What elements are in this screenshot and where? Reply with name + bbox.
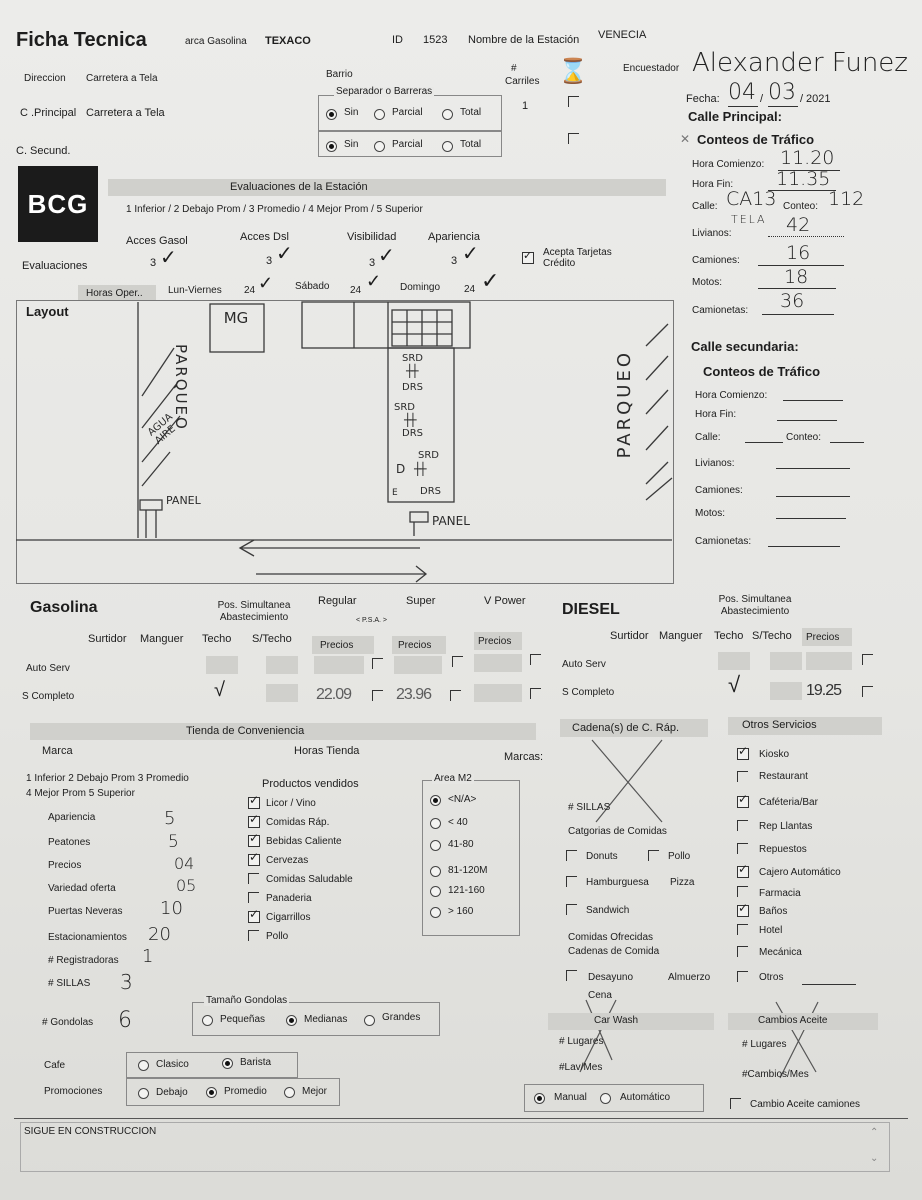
- id-value[interactable]: 1523: [423, 34, 448, 46]
- eval-dsl-value[interactable]: 3: [266, 255, 273, 267]
- tamano-label: Tamaño Gondolas: [206, 995, 288, 1006]
- diesel-title: DIESEL: [562, 601, 620, 618]
- fecha-day[interactable]: 04: [728, 80, 756, 105]
- fecha-label: Fecha:: [686, 93, 720, 105]
- sketch-pump-icon-1: ┼┼: [406, 364, 417, 378]
- calle-value[interactable]: CA13: [726, 188, 777, 210]
- otros-banos-label: Baños: [759, 906, 788, 917]
- cadena-sandwich-label: Sandwich: [586, 905, 630, 916]
- producto-comidas-check-icon: ✓: [249, 812, 260, 826]
- conteos-x-mark: ✕: [680, 132, 691, 146]
- conteo2-label: Conteo:: [786, 432, 822, 443]
- eval-dsl-check-icon: ✓: [276, 243, 293, 265]
- promo-label: Promociones: [44, 1086, 103, 1097]
- carwash-automatico-radio[interactable]: [600, 1093, 611, 1104]
- evaluaciones-title: Evaluaciones de la Estación: [230, 181, 368, 193]
- otros-llantas-checkbox[interactable]: [737, 820, 748, 831]
- carwash-automatico-label: Automático: [620, 1092, 671, 1103]
- tienda-horas-label: Horas Tienda: [294, 745, 360, 757]
- tienda-marcas-label: Marcas:: [504, 751, 544, 763]
- dom-value[interactable]: 24: [464, 284, 476, 295]
- fecha-month[interactable]: 03: [768, 80, 796, 105]
- camiones-label: Camiones:: [692, 255, 740, 266]
- metric-sillas-value[interactable]: 3: [120, 970, 133, 994]
- sketch-srd-3: SRD: [418, 450, 439, 461]
- gas-col-manguer: Manguer: [140, 633, 184, 645]
- livianos2-label: Livianos:: [695, 458, 735, 469]
- sketch-panel-left-label: PANEL: [166, 494, 201, 507]
- sketch-agua-aire: AGUA AIRE: [146, 411, 178, 447]
- cadena-almuerzo-label: Almuerzo: [668, 972, 711, 983]
- diesel-col-manguer: Manguer: [659, 630, 703, 642]
- evaluaciones-row-label: Evaluaciones: [22, 260, 88, 272]
- eval-gasol-check-icon: ✓: [160, 247, 177, 269]
- motos-value[interactable]: 18: [784, 266, 809, 288]
- cadena-sandwich-checkbox[interactable]: [566, 904, 577, 915]
- producto-licor-label: Licor / Vino: [266, 798, 316, 809]
- sketch-drs-1: DRS: [402, 382, 423, 393]
- otros-cajero-checkbox[interactable]: [737, 862, 749, 878]
- id-label: ID: [392, 34, 403, 46]
- otros-cafeteria-checkbox[interactable]: [737, 792, 749, 808]
- producto-pollo-label: Pollo: [266, 931, 289, 942]
- separador-label: Separador o Barreras: [336, 86, 433, 97]
- cambios-lugares: # Lugares: [742, 1039, 787, 1050]
- producto-bebidas-label: Bebidas Caliente: [266, 836, 342, 847]
- promo-promedio-label: Promedio: [224, 1086, 267, 1097]
- diesel-autoserv-label: Auto Serv: [562, 659, 606, 670]
- tamano-medianas-label: Medianas: [304, 1014, 348, 1025]
- gas-precio-super[interactable]: 23.96: [396, 686, 432, 703]
- sketch-drs-2: DRS: [402, 428, 423, 439]
- separador2-total-label: Total: [460, 139, 482, 150]
- hourglass-scribble-icon: ⌛: [558, 58, 588, 85]
- camionetas-value[interactable]: 36: [780, 290, 805, 312]
- eval-apariencia-value[interactable]: 3: [451, 255, 458, 267]
- csecund-label: C. Secund.: [16, 145, 71, 157]
- cafe-barista-label: Barista: [240, 1057, 272, 1068]
- otros-mecanica-checkbox[interactable]: [737, 946, 748, 957]
- direccion-value[interactable]: Carretera a Tela: [86, 73, 158, 84]
- encuestador-value[interactable]: Alexander Funez: [692, 48, 908, 78]
- livianos-label: Livianos:: [692, 228, 732, 239]
- conteo-label: Conteo:: [783, 201, 819, 212]
- cadena-cena-label: Cena: [588, 990, 612, 1001]
- otros-cajero-check-icon: ✓: [738, 862, 749, 876]
- area-lt40-label: < 40: [448, 817, 468, 828]
- eval-visibilidad-value[interactable]: 3: [369, 257, 376, 269]
- cadena-pizza-label: Pizza: [670, 877, 695, 888]
- cadena-cadenas-comida: Cadenas de Comida: [568, 946, 660, 957]
- otros-banos-checkbox[interactable]: [737, 901, 749, 917]
- metric-apariencia-value[interactable]: 5: [164, 808, 176, 829]
- otros-otros-checkbox[interactable]: [737, 971, 748, 982]
- hora-comienzo-value[interactable]: 11.20: [780, 147, 835, 169]
- cafe-label: Cafe: [44, 1060, 66, 1071]
- otros-repuestos-label: Repuestos: [759, 844, 807, 855]
- producto-cervezas-label: Cervezas: [266, 855, 309, 866]
- conteos-title: Conteos de Tráfico: [697, 132, 815, 147]
- gasolina-pos-label: Pos. Simultanea Abastecimiento: [217, 600, 291, 623]
- producto-saludable-label: Comidas Saludable: [266, 874, 353, 885]
- sketch-srd-1: SRD: [402, 353, 423, 364]
- otros-cafeteria-check-icon: ✓: [738, 792, 749, 806]
- gas-precios-3: Precios: [478, 636, 512, 647]
- tienda-scale-2: 4 Mejor Prom 5 Superior: [26, 788, 135, 799]
- notes-scroll-down-icon[interactable]: ⌄: [870, 1153, 879, 1164]
- fecha-slash-1: /: [760, 93, 764, 105]
- cadena-donuts-checkbox[interactable]: [566, 850, 577, 861]
- cafe-clasico-label: Clasico: [156, 1059, 189, 1070]
- area-na-label: <N/A>: [448, 794, 477, 805]
- cadena-sillas: # SILLAS: [568, 802, 611, 813]
- cprincipal-label: C .Principal: [20, 107, 77, 119]
- otros-mecanica-label: Mecánica: [759, 947, 802, 958]
- productos-label: Productos vendidos: [262, 778, 359, 790]
- calle-secundaria-title: Calle secundaria:: [691, 339, 799, 354]
- sab-check-icon: ✓: [366, 271, 382, 291]
- dom-check-icon: ✓: [481, 268, 500, 293]
- gas-scompleto-techo-check-icon: √: [214, 679, 225, 701]
- area-81-120-label: 81-120M: [448, 865, 488, 876]
- encuestador-label: Encuestador: [623, 63, 680, 74]
- eval-col-gasol: Acces Gasol: [126, 235, 188, 247]
- tarjetas-check-icon: ✓: [523, 250, 533, 262]
- cadena-categorias: Catgorias de Comidas: [568, 826, 667, 837]
- otros-hotel-label: Hotel: [759, 925, 783, 936]
- notes-text[interactable]: SIGUE EN CONSTRUCCION: [24, 1126, 157, 1137]
- area-gt160-label: > 160: [448, 906, 474, 917]
- cadena-hamburguesa-label: Hamburguesa: [586, 877, 649, 888]
- carwash-manual-radio[interactable]: [534, 1093, 545, 1104]
- diesel-scompleto-techo-check-icon: √: [728, 672, 741, 697]
- separador-sin-label: Sin: [344, 107, 359, 118]
- cambios-camiones-label: Cambio Aceite camiones: [750, 1099, 861, 1110]
- lv-check-icon: ✓: [258, 273, 274, 293]
- layout-label: Layout: [26, 304, 69, 319]
- tamano-pequenas-label: Pequeñas: [220, 1014, 266, 1025]
- gas-autoserv-label: Auto Serv: [26, 663, 70, 674]
- metric-sillas-label: # SILLAS: [48, 978, 91, 989]
- eval-col-apariencia: Apariencia: [428, 231, 480, 243]
- diesel-col-surtidor: Surtidor: [610, 630, 649, 642]
- cprincipal-value[interactable]: Carretera a Tela: [86, 107, 165, 119]
- eval-visibilidad-check-icon: ✓: [378, 245, 395, 267]
- eval-col-dsl: Acces Dsl: [240, 231, 289, 243]
- metric-estacionamientos-value[interactable]: 20: [148, 924, 171, 945]
- sketch-parqueo-right: PARQUEO: [614, 350, 635, 459]
- estacion-value[interactable]: VENECIA: [598, 29, 647, 41]
- otros-repuestos-checkbox[interactable]: [737, 843, 748, 854]
- sketch-d-label: D: [396, 462, 406, 476]
- gasolina-super: Super: [406, 595, 436, 607]
- producto-licor-check-icon: ✓: [249, 793, 260, 807]
- area-41-80-label: 41-80: [448, 839, 474, 850]
- producto-cigarrillos-label: Cigarrillos: [266, 912, 311, 923]
- carriles-hash: #: [511, 63, 517, 74]
- sab-value[interactable]: 24: [350, 285, 362, 296]
- gasolina-title: Gasolina: [30, 599, 98, 616]
- cambios-title: Cambios Aceite: [758, 1015, 828, 1026]
- eval-apariencia-check-icon: ✓: [462, 243, 479, 265]
- gas-col-surtidor: Surtidor: [88, 633, 127, 645]
- cadena-pollo-label: Pollo: [668, 851, 691, 862]
- cadena-title: Cadena(s) de C. Ráp.: [572, 722, 679, 734]
- promo-mejor-label: Mejor: [302, 1086, 328, 1097]
- diesel-col-stecho: S/Techo: [752, 630, 792, 642]
- tamano-grandes-label: Grandes: [382, 1012, 421, 1023]
- eval-gasol-value[interactable]: 3: [150, 257, 157, 269]
- fecha-year[interactable]: 2021: [806, 93, 831, 105]
- producto-comidas-label: Comidas Ráp.: [266, 817, 330, 828]
- dom-label: Domingo: [400, 282, 441, 293]
- eval-col-visibilidad: Visibilidad: [347, 231, 397, 243]
- hora-comienzo-label: Hora Comienzo:: [692, 159, 765, 170]
- tienda-marca-label: Marca: [42, 745, 73, 757]
- bcg-logo: BCG: [18, 166, 98, 242]
- metric-registradoras-value[interactable]: 1: [142, 946, 154, 967]
- hora-comienzo2-label: Hora Comienzo:: [695, 390, 768, 401]
- metric-puertas-label: Puertas Neveras: [48, 906, 123, 917]
- camiones2-label: Camiones:: [695, 485, 743, 496]
- cadena-donuts-label: Donuts: [586, 851, 618, 862]
- horas-label: Horas Oper..: [86, 288, 143, 299]
- fecha-slash-2: /: [800, 93, 804, 105]
- metric-puertas-value[interactable]: 10: [160, 898, 183, 919]
- metric-precios-label: Precios: [48, 860, 82, 871]
- camionetas-label: Camionetas:: [692, 305, 749, 316]
- hora-fin-label: Hora Fin:: [692, 179, 734, 190]
- motos2-label: Motos:: [695, 508, 726, 519]
- otros-farmacia-label: Farmacia: [759, 888, 801, 899]
- livianos-value[interactable]: 42: [786, 214, 811, 236]
- otros-hotel-checkbox[interactable]: [737, 924, 748, 935]
- metric-peatones-label: Peatones: [48, 837, 91, 848]
- carwash-lavmes: #Lav/Mes: [559, 1062, 603, 1073]
- conteo-value[interactable]: 112: [828, 188, 865, 210]
- otros-restaurant-checkbox[interactable]: [737, 771, 748, 782]
- otros-banos-check-icon: ✓: [738, 901, 749, 915]
- carwash-manual-label: Manual: [554, 1092, 587, 1103]
- gas-precio-regular[interactable]: 22.09: [316, 686, 352, 703]
- marca-value[interactable]: TEXACO: [265, 35, 311, 47]
- metric-peatones-value[interactable]: 5: [168, 832, 179, 852]
- sketch-pump-icon-3: ┼┼: [414, 462, 425, 476]
- otros-farmacia-checkbox[interactable]: [737, 886, 748, 897]
- sketch-drs-3: DRS: [420, 486, 441, 497]
- notes-divider: [14, 1118, 908, 1119]
- gasolina-vpower: V Power: [484, 595, 526, 607]
- camiones-value[interactable]: 16: [786, 242, 811, 264]
- metric-precios-value[interactable]: 04: [174, 854, 195, 873]
- tienda-title: Tienda de Conveniencia: [186, 725, 305, 737]
- producto-cigarrillos-check-icon: ✓: [249, 907, 260, 921]
- sketch-mg-label: MG: [223, 309, 249, 327]
- estacion-label: Nombre de la Estación: [468, 34, 580, 46]
- lv-value[interactable]: 24: [244, 285, 256, 296]
- sketch-srd-2: SRD: [394, 402, 415, 413]
- area-label: Area M2: [434, 773, 472, 784]
- camionetas2-label: Camionetas:: [695, 536, 752, 547]
- metric-variedad-label: Variedad oferta: [48, 883, 116, 894]
- metric-variedad-value[interactable]: 05: [176, 876, 197, 895]
- motos-label: Motos:: [692, 277, 723, 288]
- cadena-hamburguesa-checkbox[interactable]: [566, 876, 577, 887]
- tarjetas-label: Acepta Tarjetas Crédito: [543, 247, 612, 269]
- cambios-cambiosmes: #Cambios/Mes: [742, 1069, 809, 1080]
- carwash-lugares: # Lugares: [559, 1036, 604, 1047]
- gas-col-stecho: S/Techo: [252, 633, 292, 645]
- hora-fin2-label: Hora Fin:: [695, 409, 737, 420]
- sketch-pump-icon-2: ┼┼: [404, 413, 415, 427]
- tienda-scale-1: 1 Inferior 2 Debajo Prom 3 Promedio: [26, 773, 189, 784]
- diesel-precios: Precios: [806, 632, 840, 643]
- gondolas-value[interactable]: 6: [118, 1008, 132, 1033]
- notes-scroll-up-icon[interactable]: ⌃: [870, 1127, 879, 1138]
- calle-note[interactable]: TELA: [731, 213, 767, 226]
- gasolina-regular: Regular: [318, 595, 357, 607]
- conteos2-title: Conteos de Tráfico: [703, 364, 821, 379]
- cadena-desayuno-label: Desayuno: [588, 972, 634, 983]
- otros-cafeteria-label: Caféteria/Bar: [759, 797, 818, 808]
- sketch-panel-right-label: PANEL: [432, 514, 470, 528]
- metric-apariencia-label: Apariencia: [48, 812, 96, 823]
- cambios-camiones-checkbox[interactable]: [730, 1098, 741, 1109]
- carwash-tipo-box: [524, 1084, 704, 1112]
- separador2-parcial-label: Parcial: [392, 139, 423, 150]
- marca-label: arca Gasolina: [185, 36, 247, 47]
- metric-estacionamientos-label: Estacionamientos: [48, 932, 127, 943]
- otros-cajero-label: Cajero Automático: [759, 867, 841, 878]
- gas-precios-1: Precios: [320, 640, 354, 651]
- carwash-title: Car Wash: [594, 1015, 639, 1026]
- lv-label: Lun-Viernes: [168, 285, 222, 296]
- separador-total-label: Total: [460, 107, 482, 118]
- gas-scompleto-label: S Completo: [22, 691, 75, 702]
- diesel-pos-label: Pos. Simultanea Abastecimiento: [718, 594, 792, 617]
- calle-label: Calle:: [692, 201, 718, 212]
- calle-principal-title: Calle Principal:: [688, 109, 782, 124]
- otros-llantas-label: Rep Llantas: [759, 821, 813, 832]
- sab-label: Sábado: [295, 281, 330, 292]
- gondolas-label: # Gondolas: [42, 1017, 94, 1028]
- carriles-label: Carriles: [505, 76, 540, 87]
- carriles-value[interactable]: 1: [522, 100, 529, 112]
- cadena-desayuno-checkbox[interactable]: [566, 970, 577, 981]
- otros-kiosko-check-icon: ✓: [738, 744, 749, 758]
- area-121-160-label: 121-160: [448, 885, 485, 896]
- otros-otros-line[interactable]: [802, 984, 856, 985]
- calle2-label: Calle:: [695, 432, 721, 443]
- barrio-label: Barrio: [326, 69, 353, 80]
- gas-col-techo: Techo: [202, 633, 232, 645]
- promo-debajo-label: Debajo: [156, 1087, 188, 1098]
- otros-kiosko-checkbox[interactable]: [737, 744, 749, 760]
- producto-panaderia-label: Panaderia: [266, 893, 312, 904]
- separador-parcial-label: Parcial: [392, 107, 423, 118]
- otros-kiosko-label: Kiosko: [759, 749, 790, 760]
- diesel-col-techo: Techo: [714, 630, 744, 642]
- otros-title: Otros Servicios: [742, 719, 817, 731]
- hora-fin-value[interactable]: 11.35: [776, 168, 831, 190]
- diesel-scompleto-label: S Completo: [562, 687, 615, 698]
- gas-precios-2: Precios: [398, 640, 432, 651]
- otros-restaurant-label: Restaurant: [759, 771, 808, 782]
- sketch-e-label: E: [392, 488, 398, 498]
- sketch-parqueo-left: PARQUEO: [172, 344, 190, 431]
- gasolina-psa: < P.S.A. >: [356, 617, 388, 624]
- cadena-pollo-checkbox[interactable]: [648, 850, 659, 861]
- evaluaciones-scale: 1 Inferior / 2 Debajo Prom / 3 Promedio / 4 Mejor Prom / 5 Superior: [126, 204, 423, 215]
- separador2-sin-label: Sin: [344, 139, 359, 150]
- diesel-precio[interactable]: 19.25: [806, 682, 842, 699]
- form-title: Ficha Tecnica: [16, 29, 147, 51]
- producto-bebidas-check-icon: ✓: [249, 831, 260, 845]
- metric-registradoras-label: # Registradoras: [48, 955, 119, 966]
- direccion-label: Direccion: [24, 73, 66, 84]
- otros-otros-label: Otros: [759, 972, 784, 983]
- producto-cervezas-check-icon: ✓: [249, 850, 260, 864]
- cadena-comidas-ofrecidas: Comidas Ofrecidas: [568, 932, 654, 943]
